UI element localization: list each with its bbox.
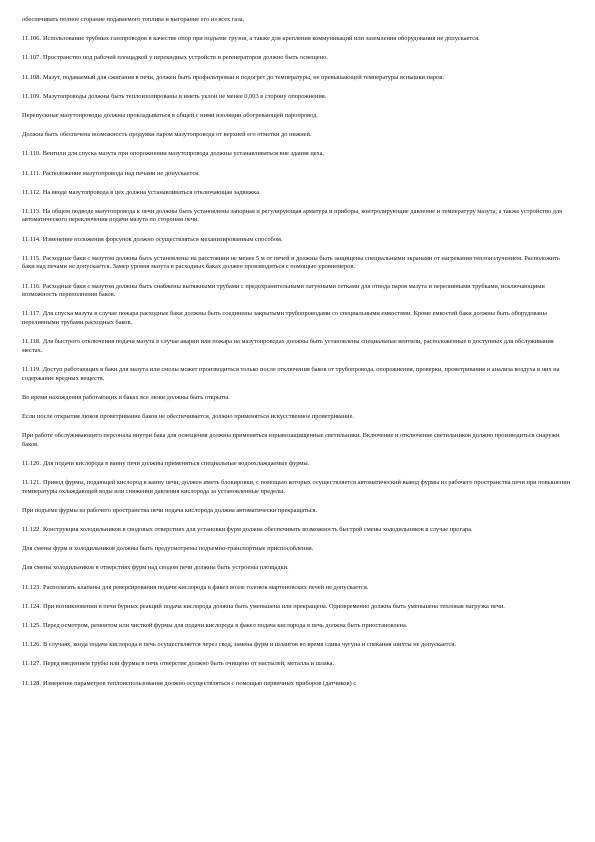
clause-text: Перед введением трубы или фурмы в печь отверстие должно быть очищено от настылей, металла и шлака. — [42, 660, 335, 668]
clause-text: Перед осмотром, ремонтом или чисткой фурмы для подачи кислорода в факел подача кислорода в печь должна быть приостановлена. — [42, 622, 408, 629]
clause-text: Для смены фурм и холодильников должны быть предусмотрены подъемно-транспортные приспособления. — [22, 545, 314, 553]
paragraph — [22, 189, 573, 198]
clause-number: 11.122. — [22, 526, 41, 534]
paragraph — [22, 338, 573, 355]
clause-number: 11.126. — [22, 641, 41, 649]
clause-text: Располагать клапаны для реверсирования подачи кислорода в факел возле головок мартеновских печей не допускается. — [42, 583, 369, 591]
clause-text: Использование трубных газопроводов в качестве опор при подъеме грузов, а также для крепления коммуникаций или заземления оборудования не допускается. — [42, 35, 480, 43]
paragraph — [22, 112, 573, 121]
clause-number: 11.116. — [22, 282, 41, 290]
paragraph — [22, 310, 573, 327]
paragraph — [22, 74, 573, 83]
paragraph — [22, 16, 573, 25]
clause-text: Конструкция холодильников в сводовых отверстиях для установки фурм должна обеспечивать возможность быстрой смены холодильников в случае прогара. — [42, 526, 473, 534]
clause-text: Расположение мазутопровода над печами не допускается. — [42, 169, 200, 177]
clause-number: 11.117. — [22, 310, 41, 318]
clause-text: При возникновении в печи бурных реакций подача кислорода должна быть уменьшена или прекращена. Одновременно должна быть уменьшена тепловая нагрузка печи. — [42, 602, 505, 610]
paragraph — [22, 660, 573, 669]
paragraph — [22, 35, 573, 44]
clause-text: Перепускные мазутопроводы должны прокладываться в общей с ними изоляции обогревающей паропровод. — [22, 111, 318, 119]
clause-number: 11.115. — [22, 254, 41, 262]
clause-number: 11.113. — [22, 207, 41, 215]
clause-text: Должна быть обеспечена возможность продувки паром мазутопровода от верхней его отметки до нижней. — [22, 131, 312, 139]
clause-number: 11.109. — [22, 92, 41, 100]
clause-number: 11.112. — [22, 188, 41, 196]
clause-number: 11.106. — [22, 35, 41, 43]
clause-number: 11.120. — [22, 459, 41, 467]
paragraph — [22, 603, 573, 612]
clause-text: Для смены холодильников в отверстиях фурм над сводом печи должны быть устроены площадки. — [22, 564, 289, 572]
clause-text: На общем подводе мазутопровода к печи должны быть установлены запорная и регулирующая арматура и приборы, контролирующие давление и температуру мазута, а также устройство для автоматического переключения подачи мазута по сторонам печи. — [22, 207, 563, 224]
paragraph — [22, 366, 573, 383]
paragraph — [22, 680, 573, 689]
clause-text: Во время нахождения работающих в баках все люки должны быть открыты. — [22, 393, 230, 401]
clause-text: Привод фурмы, подающей кислород в ванну печи, должен иметь блокировки, с помощью которых осуществляется автоматический вывод фурмы из рабочего пространства печи при повышении температуры охлаждающей воды или снижении давления кислорода за установленные пределы. — [22, 479, 571, 495]
paragraph — [22, 93, 573, 102]
paragraph — [22, 54, 573, 63]
clause-number: 11.119. — [22, 365, 41, 373]
clause-number: 11.125. — [22, 622, 41, 629]
clause-text: Изменение положения форсунок должно осуществляться механизированным способом. — [42, 235, 283, 243]
clause-text: Для подачи кислорода в ванну печи должны применяться специальные водоохлаждаемые фурмы. — [42, 459, 310, 467]
clause-text: На вводе мазутопровода в цех должна устанавливаться отключающая задвижка. — [42, 188, 261, 196]
paragraph — [22, 460, 573, 469]
clause-text: Для быстрого отключения подачи мазута в случае аварии или пожара на мазутопроводах должны быть установлены специальные вентили, расположенные в доступных для обслуживания местах. — [22, 338, 554, 354]
clause-text: Пространство под рабочей площадкой у перекидных устройств и регенераторов должно быть освещено. — [42, 54, 328, 62]
paragraph — [22, 479, 573, 496]
clause-number: 11.114. — [22, 235, 41, 243]
paragraph — [22, 622, 573, 631]
paragraph — [22, 255, 573, 272]
clause-number: 11.124. — [22, 602, 41, 610]
paragraph — [22, 584, 573, 593]
paragraph — [22, 507, 573, 516]
paragraph — [22, 545, 573, 554]
paragraph — [22, 208, 573, 225]
clause-number: 11.121. — [22, 479, 41, 487]
clause-text: обеспечивать полное сгорание подаваемого топлива и выгорание его из всех газа. — [22, 16, 245, 23]
clause-text: Для спуска мазута в случае пожара расходные баки должны быть соединены закрытыми трубопроводами со специальными емкостями. Кроме емкостей баки должны быть оборудованы переливными трубами расходных баков. — [22, 310, 547, 326]
clause-text: Расходные баки с мазутом должны быть установлены на расстоянии не менее 5 м от печей и должны быть защищены специальными экранами от нагревания теплоизлучением. Расположить баки над печами не допускается. Замер уровня мазута в расходных баках должен производиться с помощью уровнемеров. — [22, 254, 560, 271]
paragraph — [22, 236, 573, 245]
paragraph — [22, 413, 573, 422]
clause-number: 11.107. — [22, 54, 41, 62]
paragraph — [22, 150, 573, 159]
clause-text: Мазутопроводы должны быть теплоизолированы и иметь уклон не менее 0,003 в сторону опорожнения. — [42, 92, 327, 100]
clause-number: 11.123. — [22, 583, 41, 591]
paragraph — [22, 432, 573, 449]
clause-text: При подъеме фурмы из рабочего пространства печи подача кислорода должна автоматически прекращаться. — [22, 506, 318, 514]
paragraph — [22, 526, 573, 535]
clause-text: При работе обслуживающего персонала внутри бака для освещения должны применяться взрывозащищенные светильники. Включение и отключение светильников должно производиться снаружи баков. — [22, 432, 560, 448]
paragraph — [22, 283, 573, 300]
clause-number: 11.118. — [22, 338, 41, 346]
clause-text: Мазут, подаваемый для сжигания в печи, должен быть профильтрован и подогрет до температуры, не превышающей температуры вспышки паров. — [42, 73, 444, 81]
clause-text: Вентили для спуска мазута при опорожнении мазутопровода должны устанавливаться вне здания цеха. — [42, 150, 325, 158]
clause-number: 11.110. — [22, 150, 41, 158]
paragraph — [22, 131, 573, 140]
clause-text: Расходные баки с мазутом должны быть снабжены вытяжными трубами с предохранительными латунными сетками для отвода паров мазута и переливными трубками, исключающими возможность переполнения баков. — [22, 282, 545, 299]
clause-text: В случаях, когда подача кислорода в печь осуществляется через свод, замена фурм и шлангов во время слива чугуна и спекания шихты не допускается. — [42, 641, 456, 649]
clause-number: 11.111. — [22, 169, 41, 177]
paragraph — [22, 564, 573, 573]
clause-number: 11.128. — [22, 679, 41, 687]
clause-text: Если после открытия люков проветривание баков не обеспечивается, должно применяться искусственное проветривание. — [22, 412, 355, 420]
clause-number: 11.127. — [22, 660, 41, 668]
clause-text: Измерение параметров теплоиспользования должно осуществляться с помощью первичных приборов (датчиков) с — [42, 679, 357, 687]
paragraph — [22, 394, 573, 403]
clause-text: Доступ работающих в баки для мазута или смолы может производиться только после отключения баков от трубопровода, опорожнения, проверки, проветривания и анализа воздуха в них на содержание вредных веществ. — [22, 365, 560, 382]
paragraph — [22, 170, 573, 179]
clause-number: 11.108. — [22, 73, 41, 81]
paragraph — [22, 641, 573, 650]
